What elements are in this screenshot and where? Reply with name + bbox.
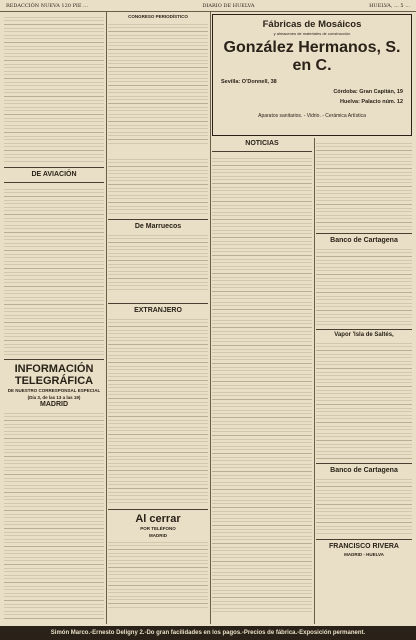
section-heading-congreso: CONGRESO PERIODÍSTICO [128, 14, 188, 19]
masthead-left: REDACCIÓN NUEVA 120 PIE ... [6, 2, 88, 9]
section-subheading: DE NUESTRO CORRESPONSAL ESPECIAL [7, 388, 101, 393]
masthead-center: DIARIO DE HUELVA [202, 2, 255, 9]
column-2-middle [108, 156, 208, 296]
ad-cordoba: Córdoba: Gran Capitán, 19 [333, 89, 403, 95]
text-block [4, 14, 104, 164]
section-heading-informacion: INFORMACIÓN TELEGRÁFICA [14, 363, 94, 387]
section-city: MADRID [40, 401, 68, 408]
text-block [108, 156, 208, 216]
column-4 [316, 140, 412, 620]
ad-products: Aparatos sanitarios. - Vidrio. - Cerámica Artística [258, 113, 366, 119]
section-heading-marruecos: De Marruecos [134, 223, 182, 230]
masthead-right: HUELVA, ... 5 ... [369, 2, 410, 9]
text-block [316, 140, 412, 230]
column-2-bottom [108, 300, 208, 620]
column-3 [212, 140, 312, 620]
section-heading-aviacion: DE AVIACIÓN [31, 171, 77, 178]
text-block [316, 476, 412, 536]
text-block [108, 539, 208, 609]
ad-subtitle: y almacenes de materiales de construcción [273, 31, 351, 36]
text-block [316, 340, 412, 460]
ad-sevilla: Sevilla: O'Donnell, 38 [221, 79, 277, 85]
column-divider [210, 12, 211, 624]
text-block [316, 246, 412, 326]
section-heading-vapor: Vapor 'Isla de Saltés, [334, 332, 394, 338]
text-block [4, 186, 104, 356]
section-heading-banco-2: Banco de Cartagena [330, 466, 398, 474]
section-city: MADRID [149, 532, 167, 538]
text-block [108, 232, 208, 292]
masthead [0, 0, 416, 12]
advertisement-gonzalez-hermanos [212, 14, 412, 136]
section-date: (Día 3, de las 13 a las 19) [27, 394, 81, 400]
section-heading-rivera: FRANCISCO RIVERA [328, 542, 399, 550]
ad-title: Fábricas de Mosáicos [262, 19, 362, 30]
text-block [4, 410, 104, 620]
section-heading-banco: Banco de Cartagena [330, 237, 398, 244]
text-block [108, 21, 208, 146]
ad-huelva: Huelva: Palacio núm. 12 [340, 99, 403, 105]
text-block [108, 316, 208, 506]
section-heading-noticias: NOTICIAS [245, 140, 279, 147]
section-subheading: POR TELÉFONO [140, 526, 176, 531]
column-divider [314, 138, 315, 624]
column-1 [4, 14, 104, 620]
text-block [212, 155, 312, 615]
column-2-top [108, 14, 208, 154]
section-heading-al-cerrar: Al cerrar [135, 513, 181, 525]
section-subheading: MADRID - HUELVA [344, 551, 384, 557]
footer-banner: Simón Marco.-Ernesto Deligny 2.-Do gran facilidades en los pagos.-Precios de fábrica.-Exposición permanent. [0, 626, 416, 640]
column-divider [106, 12, 107, 624]
section-heading-extranjero: EXTRANJERO [134, 307, 182, 314]
ad-company: González Hermanos, S. en C. [223, 39, 401, 74]
